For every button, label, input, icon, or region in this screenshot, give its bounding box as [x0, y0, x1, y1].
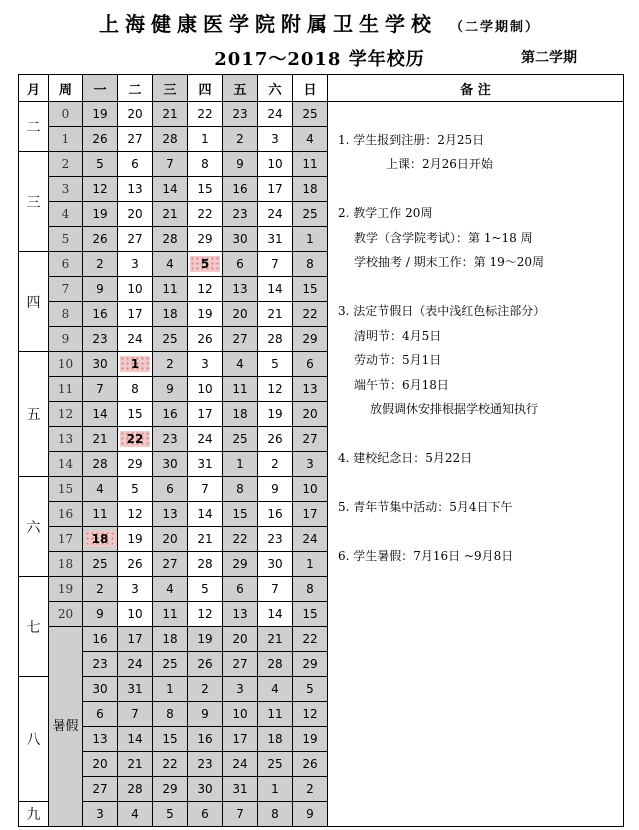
week-number: 1	[49, 127, 83, 152]
week-number: 8	[49, 302, 83, 327]
day-cell: 14	[188, 502, 223, 527]
day-cell: 28	[258, 327, 293, 352]
day-cell: 6	[223, 577, 258, 602]
day-header-sun: 日	[293, 75, 328, 102]
day-cell: 27	[223, 327, 258, 352]
week-number: 2	[49, 152, 83, 177]
week-number: 17	[49, 527, 83, 552]
day-header-sat: 六	[258, 75, 293, 102]
day-cell: 4	[153, 252, 188, 277]
day-cell: 8	[153, 702, 188, 727]
day-cell: 26	[188, 327, 223, 352]
month-cell: 六	[19, 477, 49, 577]
day-cell: 8	[258, 802, 293, 827]
day-cell: 7	[258, 252, 293, 277]
day-cell: 10	[258, 152, 293, 177]
day-cell: 25	[223, 427, 258, 452]
day-cell: 6	[223, 252, 258, 277]
day-header-mon: 一	[83, 75, 118, 102]
day-cell: 5	[153, 802, 188, 827]
day-cell: 30	[188, 777, 223, 802]
day-cell: 24	[258, 102, 293, 127]
day-cell: 9	[293, 802, 328, 827]
day-cell: 25	[258, 752, 293, 777]
day-cell: 21	[153, 102, 188, 127]
day-cell: 7	[188, 477, 223, 502]
week-number: 3	[49, 177, 83, 202]
day-cell: 20	[223, 302, 258, 327]
notes-header: 备 注	[328, 75, 624, 102]
day-cell: 17	[258, 177, 293, 202]
day-cell: 20	[83, 752, 118, 777]
day-cell: 3	[118, 577, 153, 602]
day-cell: 2	[293, 777, 328, 802]
week-number: 20	[49, 602, 83, 627]
day-cell: 11	[293, 152, 328, 177]
day-cell: 18	[153, 302, 188, 327]
day-cell: 17	[293, 502, 328, 527]
day-cell	[118, 427, 153, 452]
day-cell: 26	[293, 752, 328, 777]
day-cell: 9	[188, 702, 223, 727]
day-cell: 4	[83, 477, 118, 502]
day-cell: 7	[83, 377, 118, 402]
day-cell: 2	[188, 677, 223, 702]
month-cell: 二	[19, 102, 49, 152]
day-cell: 11	[153, 602, 188, 627]
day-cell: 21	[188, 527, 223, 552]
day-cell: 24	[188, 427, 223, 452]
day-cell: 18	[153, 627, 188, 652]
day-cell: 3	[83, 802, 118, 827]
day-cell: 7	[153, 152, 188, 177]
term-label: 第二学期	[521, 50, 577, 66]
week-number: 18	[49, 552, 83, 577]
day-cell: 6	[83, 702, 118, 727]
day-cell: 28	[153, 227, 188, 252]
day-cell: 16	[188, 727, 223, 752]
day-cell: 12	[188, 602, 223, 627]
day-header-thu: 四	[188, 75, 223, 102]
day-cell: 22	[293, 627, 328, 652]
note-line: 端午节：6月18日	[354, 377, 449, 392]
day-cell: 3	[223, 677, 258, 702]
day-cell: 12	[258, 377, 293, 402]
day-cell: 27	[153, 552, 188, 577]
day-cell: 26	[118, 552, 153, 577]
day-cell: 9	[258, 477, 293, 502]
day-cell: 17	[188, 402, 223, 427]
week-number: 16	[49, 502, 83, 527]
day-cell: 13	[293, 377, 328, 402]
day-cell: 18	[258, 727, 293, 752]
day-cell: 13	[83, 727, 118, 752]
day-cell: 9	[223, 152, 258, 177]
day-cell: 19	[188, 302, 223, 327]
week-row	[19, 102, 624, 127]
day-cell: 27	[118, 227, 153, 252]
day-cell: 23	[83, 327, 118, 352]
day-cell: 6	[153, 477, 188, 502]
week-number: 10	[49, 352, 83, 377]
day-cell: 4	[153, 577, 188, 602]
month-header: 月	[19, 75, 49, 102]
day-cell: 5	[118, 477, 153, 502]
day-cell: 10	[293, 477, 328, 502]
day-cell: 10	[188, 377, 223, 402]
day-cell: 27	[118, 127, 153, 152]
day-cell: 9	[83, 602, 118, 627]
week-number: 0	[49, 102, 83, 127]
day-cell: 23	[223, 102, 258, 127]
day-cell: 4	[258, 677, 293, 702]
day-cell: 13	[223, 277, 258, 302]
day-cell: 6	[188, 802, 223, 827]
day-cell: 29	[188, 227, 223, 252]
day-cell: 31	[118, 677, 153, 702]
week-number: 5	[49, 227, 83, 252]
day-cell: 12	[83, 177, 118, 202]
day-cell: 12	[118, 502, 153, 527]
notes-panel	[328, 102, 624, 827]
day-cell: 21	[118, 752, 153, 777]
day-cell: 1	[188, 127, 223, 152]
day-cell: 27	[223, 652, 258, 677]
day-cell: 24	[118, 652, 153, 677]
day-cell: 14	[83, 402, 118, 427]
note-line: 学校抽考 / 期末工作：第 19～20周	[354, 255, 545, 269]
note-line: 上课：2月26日开始	[386, 157, 493, 171]
day-cell: 2	[153, 352, 188, 377]
day-cell: 8	[118, 377, 153, 402]
day-cell: 19	[83, 202, 118, 227]
day-cell: 1	[223, 452, 258, 477]
day-cell: 22	[188, 102, 223, 127]
week-header: 周	[49, 75, 83, 102]
day-cell: 4	[293, 127, 328, 152]
day-cell: 25	[153, 327, 188, 352]
day-cell: 4	[118, 802, 153, 827]
day-cell: 27	[83, 777, 118, 802]
day-cell: 21	[83, 427, 118, 452]
day-cell: 26	[188, 652, 223, 677]
day-cell: 13	[153, 502, 188, 527]
day-cell: 20	[118, 202, 153, 227]
week-number: 19	[49, 577, 83, 602]
day-cell: 30	[153, 452, 188, 477]
week-number: 14	[49, 452, 83, 477]
day-cell: 8	[293, 252, 328, 277]
school-name: 上海健康医学院附属卫生学校	[99, 12, 437, 36]
day-cell: 28	[83, 452, 118, 477]
day-cell: 26	[83, 127, 118, 152]
day-cell: 21	[258, 302, 293, 327]
summer-vacation-label: 暑假	[49, 627, 83, 827]
day-cell: 3	[188, 352, 223, 377]
month-cell: 七	[19, 577, 49, 677]
week-number: 12	[49, 402, 83, 427]
day-cell: 19	[293, 727, 328, 752]
day-cell: 4	[223, 352, 258, 377]
day-cell: 15	[223, 502, 258, 527]
month-cell: 四	[19, 252, 49, 352]
day-cell: 1	[293, 552, 328, 577]
day-cell: 17	[223, 727, 258, 752]
month-cell: 九	[19, 802, 49, 827]
school-calendar-table	[18, 74, 624, 827]
week-number: 9	[49, 327, 83, 352]
week-number: 4	[49, 202, 83, 227]
month-cell: 五	[19, 352, 49, 477]
day-cell: 28	[258, 652, 293, 677]
day-cell: 6	[293, 352, 328, 377]
day-header-wed: 三	[153, 75, 188, 102]
day-cell: 29	[293, 327, 328, 352]
day-cell: 24	[118, 327, 153, 352]
day-cell: 19	[258, 402, 293, 427]
day-cell: 30	[258, 552, 293, 577]
day-cell: 14	[153, 177, 188, 202]
day-cell: 11	[258, 702, 293, 727]
day-cell: 10	[118, 277, 153, 302]
day-cell: 9	[83, 277, 118, 302]
day-cell: 22	[223, 527, 258, 552]
day-cell	[118, 352, 153, 377]
day-cell: 11	[223, 377, 258, 402]
day-cell: 19	[118, 527, 153, 552]
day-cell: 11	[153, 277, 188, 302]
note-line: 劳动节：5月1日	[354, 353, 442, 367]
day-cell: 26	[258, 427, 293, 452]
day-cell: 18	[223, 402, 258, 427]
day-cell: 23	[258, 527, 293, 552]
holiday-date: 18	[85, 531, 115, 547]
calendar-title	[0, 8, 639, 37]
day-cell: 8	[223, 477, 258, 502]
day-cell: 29	[223, 552, 258, 577]
day-cell: 28	[188, 552, 223, 577]
day-cell: 17	[118, 627, 153, 652]
day-cell	[188, 252, 223, 277]
day-cell: 12	[188, 277, 223, 302]
day-cell: 24	[223, 752, 258, 777]
day-cell: 19	[188, 627, 223, 652]
day-cell: 24	[258, 202, 293, 227]
week-number: 7	[49, 277, 83, 302]
day-cell: 29	[153, 777, 188, 802]
day-cell: 14	[258, 602, 293, 627]
week-number: 13	[49, 427, 83, 452]
day-cell: 24	[293, 527, 328, 552]
day-cell: 12	[293, 702, 328, 727]
day-cell: 29	[293, 652, 328, 677]
day-cell: 22	[153, 752, 188, 777]
header-row	[19, 75, 624, 102]
day-cell: 15	[293, 602, 328, 627]
day-cell: 20	[153, 527, 188, 552]
calendar-body	[19, 102, 624, 827]
day-cell: 1	[258, 777, 293, 802]
day-cell: 5	[188, 577, 223, 602]
day-cell: 25	[293, 102, 328, 127]
day-cell: 13	[223, 602, 258, 627]
day-cell: 16	[83, 627, 118, 652]
note-line: 2. 教学工作 20周	[338, 206, 433, 220]
day-cell: 25	[293, 202, 328, 227]
day-cell: 2	[223, 127, 258, 152]
day-cell: 7	[258, 577, 293, 602]
day-cell: 23	[153, 427, 188, 452]
day-cell: 19	[83, 102, 118, 127]
day-cell: 5	[258, 352, 293, 377]
day-cell: 23	[223, 202, 258, 227]
day-cell: 16	[153, 402, 188, 427]
day-cell: 30	[83, 352, 118, 377]
day-cell: 2	[83, 252, 118, 277]
note-line: 教学（含学院考试）：第 1~18 周	[354, 230, 533, 245]
holiday-date: 22	[120, 431, 150, 447]
day-cell: 18	[293, 177, 328, 202]
day-header-fri: 五	[223, 75, 258, 102]
day-cell: 6	[118, 152, 153, 177]
day-cell: 29	[118, 452, 153, 477]
day-cell: 15	[293, 277, 328, 302]
day-cell: 10	[118, 602, 153, 627]
day-cell: 20	[118, 102, 153, 127]
day-cell: 31	[188, 452, 223, 477]
week-number: 6	[49, 252, 83, 277]
day-cell: 9	[153, 377, 188, 402]
day-cell: 15	[188, 177, 223, 202]
note-line: 清明节：4月5日	[354, 328, 442, 343]
day-cell: 5	[293, 677, 328, 702]
day-cell: 23	[83, 652, 118, 677]
day-cell: 28	[153, 127, 188, 152]
day-cell: 16	[223, 177, 258, 202]
note-line: 4. 建校纪念日：5月22日	[338, 451, 473, 465]
week-number: 11	[49, 377, 83, 402]
day-cell: 7	[118, 702, 153, 727]
day-cell: 30	[83, 677, 118, 702]
day-cell: 16	[258, 502, 293, 527]
note-line: 1. 学生报到注册：2月25日	[338, 132, 485, 147]
day-cell: 15	[118, 402, 153, 427]
day-cell: 3	[118, 252, 153, 277]
day-cell: 31	[258, 227, 293, 252]
note-line: 放假调休安排根据学校通知执行	[370, 402, 539, 416]
day-cell: 23	[188, 752, 223, 777]
day-cell: 11	[83, 502, 118, 527]
day-cell: 1	[153, 677, 188, 702]
day-cell: 8	[293, 577, 328, 602]
day-header-tue: 二	[118, 75, 153, 102]
day-cell: 30	[223, 227, 258, 252]
day-cell: 25	[83, 552, 118, 577]
day-cell	[83, 527, 118, 552]
day-cell: 26	[83, 227, 118, 252]
day-cell: 2	[83, 577, 118, 602]
day-cell: 22	[293, 302, 328, 327]
day-cell: 22	[188, 202, 223, 227]
term-system-note: （二学期制）	[449, 20, 540, 35]
day-cell: 21	[258, 627, 293, 652]
note-line: 3. 法定节假日（表中浅红色标注部分）	[338, 304, 546, 318]
day-cell: 7	[223, 802, 258, 827]
day-cell: 1	[293, 227, 328, 252]
day-cell: 14	[118, 727, 153, 752]
holiday-date: 5	[190, 256, 220, 272]
note-line: 6. 学生暑假：7月16日 ~9月8日	[338, 549, 514, 563]
day-cell: 16	[83, 302, 118, 327]
day-cell: 20	[223, 627, 258, 652]
day-cell: 20	[293, 402, 328, 427]
day-cell: 2	[258, 452, 293, 477]
day-cell: 13	[118, 177, 153, 202]
day-cell: 21	[153, 202, 188, 227]
month-cell: 三	[19, 152, 49, 252]
day-cell: 14	[258, 277, 293, 302]
week-number: 15	[49, 477, 83, 502]
note-line: 5. 青年节集中活动：5月4日下午	[338, 500, 513, 514]
day-cell: 28	[118, 777, 153, 802]
day-cell: 3	[293, 452, 328, 477]
day-cell: 10	[223, 702, 258, 727]
day-cell: 8	[188, 152, 223, 177]
day-cell: 31	[223, 777, 258, 802]
day-cell: 25	[153, 652, 188, 677]
month-cell: 八	[19, 677, 49, 802]
day-cell: 27	[293, 427, 328, 452]
calendar-subtitle: 2017～2018 学年校历	[214, 49, 425, 70]
holiday-date: 1	[120, 356, 150, 372]
day-cell: 15	[153, 727, 188, 752]
day-cell: 17	[118, 302, 153, 327]
day-cell: 5	[83, 152, 118, 177]
day-cell: 3	[258, 127, 293, 152]
